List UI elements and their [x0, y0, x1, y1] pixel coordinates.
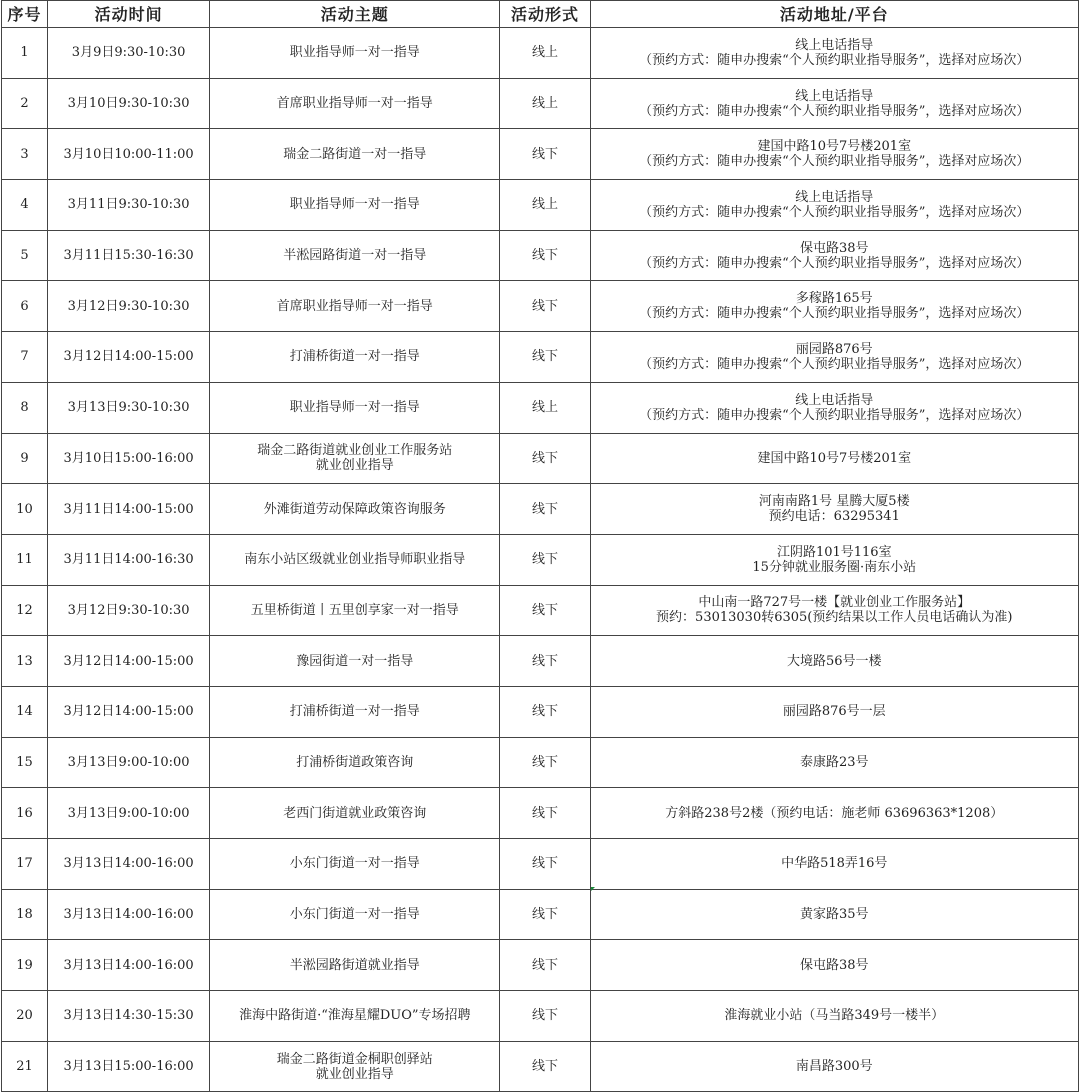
cell-address-line: 保屯路38号	[799, 957, 869, 973]
cell-topic	[210, 28, 500, 79]
cell-format: 线下	[500, 889, 590, 940]
cell-index: 14	[2, 686, 48, 737]
cell-topic-line: 打浦桥街道一对一指导	[289, 349, 420, 365]
table-row	[2, 585, 1079, 636]
cell-address	[590, 1041, 1078, 1092]
cell-address-line: 南昌路300号	[795, 1059, 873, 1075]
cell-address-line: （预约方式：随申办搜索“个人预约职业指导服务”，选择对应场次）	[639, 306, 1030, 322]
cell-address-line: 建国中路10号7号楼201室	[757, 139, 912, 155]
cell-time: 3月13日14:00-16:00	[48, 839, 210, 890]
cell-index: 1	[2, 28, 48, 79]
header-index: 序号	[2, 1, 48, 28]
cell-topic	[210, 382, 500, 433]
table-row	[2, 534, 1079, 585]
cell-address-line: （预约方式：随申办搜索“个人预约职业指导服务”，选择对应场次）	[639, 255, 1030, 271]
cell-time: 3月12日14:00-15:00	[48, 636, 210, 687]
cell-address	[590, 180, 1078, 231]
cell-address-line: 线上电话指导	[795, 392, 874, 408]
cell-index: 21	[2, 1041, 48, 1092]
header-topic: 活动主题	[210, 1, 500, 28]
cell-time: 3月11日9:30-10:30	[48, 180, 210, 231]
cell-topic-line: 就业创业指导	[315, 458, 394, 474]
cell-format: 线上	[500, 382, 590, 433]
cell-topic-line: 小东门街道一对一指导	[289, 907, 420, 923]
cell-index: 2	[2, 78, 48, 129]
cell-address	[590, 636, 1078, 687]
cell-topic-line: 瑞金二路街道一对一指导	[283, 146, 427, 162]
cell-topic-line: 首席职业指导师一对一指导	[276, 298, 433, 314]
cell-topic-line: 南东小站区级就业创业指导师职业指导	[244, 552, 466, 568]
cell-address-line: 预约电话：63295341	[768, 509, 900, 525]
cell-topic	[210, 484, 500, 535]
cell-address	[590, 534, 1078, 585]
table-row	[2, 1041, 1079, 1092]
cell-format: 线下	[500, 737, 590, 788]
cell-address-line: 淮海就业小站（马当路349号一楼半）	[724, 1008, 945, 1024]
cell-index: 6	[2, 281, 48, 332]
cell-topic	[210, 889, 500, 940]
cell-topic	[210, 737, 500, 788]
cell-address-line: 黄家路35号	[799, 907, 869, 923]
cell-index: 7	[2, 332, 48, 383]
header-address: 活动地址/平台	[590, 1, 1078, 28]
cell-address	[590, 839, 1078, 890]
cell-index: 13	[2, 636, 48, 687]
cell-address-line: 中华路518弄16号	[781, 856, 888, 872]
cell-topic	[210, 180, 500, 231]
cell-topic	[210, 636, 500, 687]
cell-format: 线上	[500, 78, 590, 129]
cell-format: 线下	[500, 940, 590, 991]
cell-topic-line: 职业指导师一对一指导	[289, 45, 420, 61]
cell-topic-line: 职业指导师一对一指导	[289, 400, 420, 416]
cell-topic-line: 就业创业指导	[315, 1066, 394, 1082]
cell-format: 线下	[500, 585, 590, 636]
cell-address	[590, 686, 1078, 737]
cell-topic-line: 五里桥街道丨五里创享家一对一指导	[250, 602, 459, 618]
table-row	[2, 28, 1079, 79]
cell-address-line: （预约方式：随申办搜索“个人预约职业指导服务”，选择对应场次）	[639, 103, 1030, 119]
cell-index: 3	[2, 129, 48, 180]
cell-address-line: 中山南一路727号一楼【就业创业工作服务站】	[698, 595, 971, 611]
cell-topic	[210, 991, 500, 1042]
table-row	[2, 78, 1079, 129]
cell-time: 3月9日9:30-10:30	[48, 28, 210, 79]
cell-topic-line: 淮海中路街道·“淮海星耀DUO”专场招聘	[239, 1008, 471, 1024]
cell-topic-line: 半淞园路街道就业指导	[289, 957, 420, 973]
cell-index: 8	[2, 382, 48, 433]
table-row	[2, 382, 1079, 433]
cell-topic-line: 打浦桥街道一对一指导	[289, 704, 420, 720]
cell-address-line: 线上电话指导	[795, 88, 874, 104]
cell-address	[590, 433, 1078, 484]
cell-topic	[210, 332, 500, 383]
cell-format: 线下	[500, 332, 590, 383]
table-row	[2, 991, 1079, 1042]
cell-topic-line: 豫园街道一对一指导	[296, 653, 414, 669]
cell-topic	[210, 534, 500, 585]
cell-address	[590, 230, 1078, 281]
cell-format: 线上	[500, 28, 590, 79]
cell-time: 3月13日9:00-10:00	[48, 788, 210, 839]
cell-time: 3月13日9:00-10:00	[48, 737, 210, 788]
cell-time: 3月12日14:00-15:00	[48, 686, 210, 737]
cell-index: 10	[2, 484, 48, 535]
cell-time: 3月10日9:30-10:30	[48, 78, 210, 129]
cell-topic-line: 老西门街道就业政策咨询	[283, 805, 427, 821]
cell-index: 16	[2, 788, 48, 839]
cell-address-line: （预约方式：随申办搜索“个人预约职业指导服务”，选择对应场次）	[639, 204, 1030, 220]
table-row	[2, 230, 1079, 281]
cell-time: 3月13日14:00-16:00	[48, 940, 210, 991]
cell-address	[590, 991, 1078, 1042]
table-row	[2, 636, 1079, 687]
cell-index: 15	[2, 737, 48, 788]
cell-address	[590, 889, 1078, 940]
cell-topic-line: 外滩街道劳动保障政策咨询服务	[263, 501, 446, 517]
table-row	[2, 129, 1079, 180]
header-row	[2, 1, 1079, 28]
cell-address	[590, 788, 1078, 839]
cell-address	[590, 129, 1078, 180]
cell-address-line: 大境路56号一楼	[786, 653, 882, 669]
cell-address	[590, 332, 1078, 383]
cell-time: 3月12日9:30-10:30	[48, 585, 210, 636]
cell-address	[590, 281, 1078, 332]
table-row	[2, 839, 1079, 890]
cell-index: 17	[2, 839, 48, 890]
cell-address-line: 线上电话指导	[795, 189, 874, 205]
cell-topic	[210, 281, 500, 332]
table-body	[2, 28, 1079, 1092]
cell-time: 3月13日14:00-16:00	[48, 889, 210, 940]
cell-address-line: 多稼路165号	[795, 291, 873, 307]
cell-address	[590, 484, 1078, 535]
cell-format: 线下	[500, 991, 590, 1042]
cell-address-line: （预约方式：随申办搜索“个人预约职业指导服务”，选择对应场次）	[639, 356, 1030, 372]
cell-format: 线下	[500, 636, 590, 687]
cell-address-line: （预约方式：随申办搜索“个人预约职业指导服务”，选择对应场次）	[639, 407, 1030, 423]
cell-format: 线下	[500, 534, 590, 585]
cell-index: 19	[2, 940, 48, 991]
cell-address	[590, 78, 1078, 129]
cell-address-line: 丽园路876号一层	[782, 704, 886, 720]
cell-index: 11	[2, 534, 48, 585]
cell-index: 5	[2, 230, 48, 281]
cell-address	[590, 382, 1078, 433]
table-row	[2, 281, 1079, 332]
cell-topic	[210, 788, 500, 839]
cell-address-line: （预约方式：随申办搜索“个人预约职业指导服务”，选择对应场次）	[639, 154, 1030, 170]
cell-address-line: 线上电话指导	[795, 37, 874, 53]
table-row	[2, 332, 1079, 383]
cell-address	[590, 940, 1078, 991]
cell-address	[590, 585, 1078, 636]
cell-format: 线下	[500, 839, 590, 890]
cell-address	[590, 737, 1078, 788]
cell-index: 12	[2, 585, 48, 636]
cell-address-line: 保屯路38号	[799, 240, 869, 256]
cell-format: 线下	[500, 230, 590, 281]
cell-address-line: 河南南路1号 星腾大厦5楼	[758, 494, 910, 510]
cell-index: 4	[2, 180, 48, 231]
cell-topic	[210, 129, 500, 180]
cell-topic-line: 职业指导师一对一指导	[289, 197, 420, 213]
table-row	[2, 433, 1079, 484]
cell-format: 线上	[500, 180, 590, 231]
cell-topic	[210, 839, 500, 890]
table-row	[2, 889, 1079, 940]
cell-address-line: 建国中路10号7号楼201室	[757, 450, 912, 466]
cell-topic-line: 打浦桥街道政策咨询	[296, 754, 414, 770]
cell-topic	[210, 433, 500, 484]
header-time: 活动时间	[48, 1, 210, 28]
cell-index: 18	[2, 889, 48, 940]
cell-time: 3月11日14:00-16:30	[48, 534, 210, 585]
cell-topic-line: 瑞金二路街道就业创业工作服务站	[257, 443, 453, 459]
cell-address-line: 江阴路101号116室	[776, 544, 892, 560]
cell-address-line: 15分钟就业服务圈·南东小站	[752, 559, 917, 575]
cell-topic-line: 半淞园路街道一对一指导	[283, 248, 427, 264]
cell-address	[590, 28, 1078, 79]
table-row	[2, 484, 1079, 535]
cell-format: 线下	[500, 129, 590, 180]
cell-format: 线下	[500, 1041, 590, 1092]
cell-format: 线下	[500, 433, 590, 484]
cell-topic	[210, 78, 500, 129]
cell-topic	[210, 1041, 500, 1092]
cell-address-line: 预约：53013030转6305(预约结果以工作人员电话确认为准)	[656, 610, 1013, 626]
table-row	[2, 940, 1079, 991]
cell-time: 3月13日9:30-10:30	[48, 382, 210, 433]
table-row	[2, 180, 1079, 231]
cell-format: 线下	[500, 788, 590, 839]
cell-address-line: 丽园路876号	[795, 341, 873, 357]
cell-index: 20	[2, 991, 48, 1042]
cell-address-line: 方斜路238号2楼（预约电话：施老师 63696363*1208）	[665, 805, 1004, 821]
cell-topic	[210, 940, 500, 991]
cell-topic-line: 小东门街道一对一指导	[289, 856, 420, 872]
table-row	[2, 788, 1079, 839]
header-format: 活动形式	[500, 1, 590, 28]
cell-topic	[210, 230, 500, 281]
cell-time: 3月13日14:30-15:30	[48, 991, 210, 1042]
cell-time: 3月11日14:00-15:00	[48, 484, 210, 535]
table-row	[2, 737, 1079, 788]
cell-time: 3月12日14:00-15:00	[48, 332, 210, 383]
cell-topic	[210, 585, 500, 636]
cell-time: 3月13日15:00-16:00	[48, 1041, 210, 1092]
cell-format: 线下	[500, 484, 590, 535]
cell-topic-line: 瑞金二路街道金桐职创驿站	[276, 1051, 433, 1067]
schedule-table	[1, 0, 1079, 1092]
cell-time: 3月10日10:00-11:00	[48, 129, 210, 180]
cell-time: 3月12日9:30-10:30	[48, 281, 210, 332]
cell-time: 3月11日15:30-16:30	[48, 230, 210, 281]
cell-time: 3月10日15:00-16:00	[48, 433, 210, 484]
cell-topic	[210, 686, 500, 737]
table-row	[2, 686, 1079, 737]
cell-format: 线下	[500, 686, 590, 737]
cell-address-line: （预约方式：随申办搜索“个人预约职业指导服务”，选择对应场次）	[639, 52, 1030, 68]
cell-topic-line: 首席职业指导师一对一指导	[276, 96, 433, 112]
cell-address-line: 泰康路23号	[799, 754, 869, 770]
cell-index: 9	[2, 433, 48, 484]
cell-format: 线下	[500, 281, 590, 332]
